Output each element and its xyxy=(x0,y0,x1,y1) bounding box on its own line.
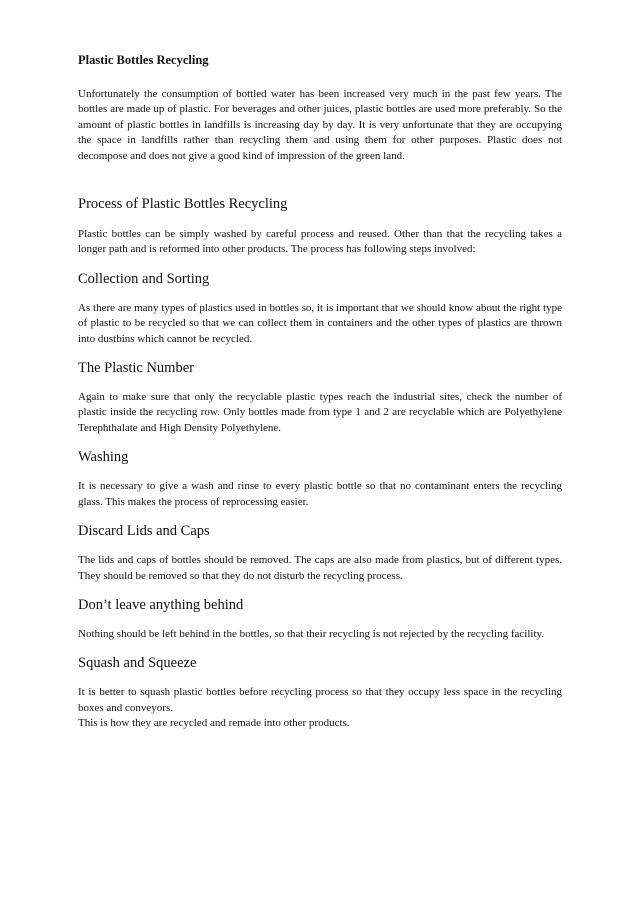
document-page xyxy=(78,52,562,732)
section-heading: Don’t leave anything behind xyxy=(78,596,244,613)
section-heading: Squash and Squeeze xyxy=(78,655,197,672)
section-heading: Discard Lids and Caps xyxy=(78,523,210,540)
section-paragraph: Nothing should be left behind in the bottles, so that their recycling is not rejected by the recycling facility. xyxy=(78,627,545,640)
document-title: Plastic Bottles Recycling xyxy=(78,53,209,67)
intro-paragraph: Unfortunately the consumption of bottled water has been increased very much in the past few years. The bottles are made up of plastic. For beverages and other juices, plastic bottles are used more preferably. So the amount of plastic bottles in landfills is increasing day by day. It is very unfortunate that they are occupying the space in landfills rather than recycling them and using them for other purposes. Plastic does not decompose and does not give a good kind of impression of the green land. xyxy=(78,88,562,162)
process-heading: Process of Plastic Bottles Recycling xyxy=(78,196,288,213)
section-heading: The Plastic Number xyxy=(78,360,194,377)
section-paragraph: It is necessary to give a wash and rinse to every plastic bottle so that no contaminant enters the recycling glass. This makes the process of reprocessing easier. xyxy=(78,480,562,508)
section-dont-leave xyxy=(78,596,562,642)
closing-paragraph: This is how they are recycled and remade into other products. xyxy=(78,717,350,730)
process-paragraph: Plastic bottles can be simply washed by careful process and reused. Other than that the recycling takes a longer path and is reformed into other products. The process has following steps involved: xyxy=(78,228,562,256)
section-washing xyxy=(78,448,562,510)
section-paragraph: As there are many types of plastics used in bottles so, it is important that we should know about the right type of plastic to be recycled so that we can collect them in containers and the other types of plastics are thrown into dustbins which cannot be recycled. xyxy=(78,301,562,345)
section-discard-lids xyxy=(78,522,562,584)
section-collection-sorting xyxy=(78,270,562,347)
section-paragraph: The lids and caps of bottles should be removed. The caps are also made from plastics, but of different types. They should be removed so that they do not disturb the recycling process. xyxy=(78,554,562,582)
section-heading: Collection and Sorting xyxy=(78,270,210,287)
section-paragraph: It is better to squash plastic bottles before recycling process so that they occupy less space in the recycling boxes and conveyors. xyxy=(78,686,562,714)
section-squash-squeeze xyxy=(78,654,562,731)
section-heading: Washing xyxy=(78,449,129,466)
section-paragraph: Again to make sure that only the recyclable plastic types reach the industrial sites, check the number of plastic inside the recycling row. Only bottles made from type 1 and 2 are recyclable which are Polyethylene Terephthalate and High Density Polyethylene. xyxy=(78,391,562,434)
section-plastic-number xyxy=(78,359,562,436)
